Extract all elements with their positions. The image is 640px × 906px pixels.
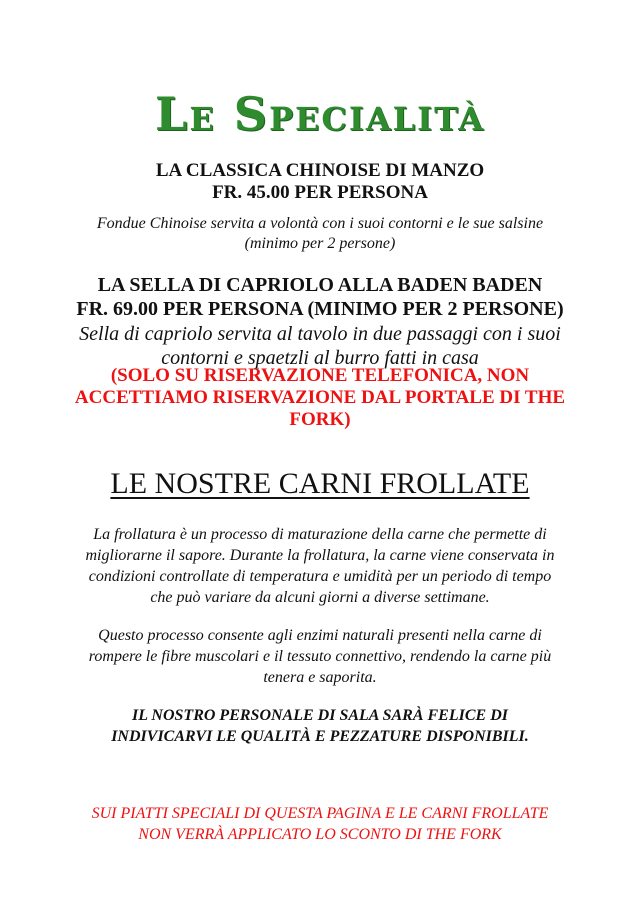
- frollatura-paragraph: [50, 524, 590, 608]
- dish-capriolo-description-line: contorni e spaetzli al burro fatti in casa: [161, 347, 479, 369]
- dish-chinoise-name: LA CLASSICA CHINOISE DI MANZO: [155, 160, 485, 181]
- disclaimer-line: NON VERRÀ APPLICATO LO SCONTO DI THE FORK: [138, 826, 502, 843]
- paragraph-line: condizioni controllate di temperatura e umidità per un periodo di tempo: [88, 568, 552, 585]
- dish-chinoise-heading: [40, 160, 600, 204]
- disclaimer-line: SUI PIATTI SPECIALI DI QUESTA PAGINA E LE CARNI FROLLATE: [91, 805, 549, 822]
- dish-capriolo-name: LA SELLA DI CAPRIOLO ALLA BADEN BADEN: [97, 274, 543, 296]
- staff-note-line: IL NOSTRO PERSONALE DI SALA SARÀ FELICE DI: [132, 707, 508, 724]
- section-title-carni-frollate: LE NOSTRE CARNI FROLLATE: [110, 467, 530, 500]
- page-title: Le Specialità: [154, 87, 486, 141]
- paragraph-line: migliorarne il sapore. Durante la frollatura, la carne viene conservata in: [85, 547, 555, 564]
- reservation-note-line: ACCETTIAMO RISERVAZIONE DAL PORTALE DI THE: [74, 387, 566, 408]
- paragraph-line: Questo processo consente agli enzimi naturali presenti nella carne di: [98, 627, 542, 644]
- dish-chinoise-minimum: (minimo per 2 persone): [244, 235, 396, 252]
- discount-disclaimer: [40, 803, 600, 845]
- staff-note: [40, 705, 600, 747]
- dish-chinoise-price: FR. 45.00 PER PERSONA: [212, 182, 428, 203]
- dish-chinoise-description: [40, 214, 600, 254]
- paragraph-line: La frollatura è un processo di maturazione della carne che permette di: [93, 526, 547, 543]
- dish-capriolo-price: FR. 69.00 PER PERSONA (MINIMO PER 2 PERSONE): [76, 298, 564, 320]
- enzimi-paragraph: [50, 625, 590, 688]
- dish-chinoise-description-line: Fondue Chinoise servita a volontà con i suoi contorni e le sue salsine: [96, 215, 544, 232]
- paragraph-line: rompere le fibre muscolari e il tessuto connettivo, rendendo la carne più: [88, 648, 552, 665]
- reservation-note-line: (SOLO SU RISERVAZIONE TELEFONICA, NON: [110, 365, 530, 386]
- staff-note-line: INDIVICARVI LE QUALITÀ E PEZZATURE DISPONIBILI.: [111, 728, 529, 745]
- paragraph-line: che può variare da alcuni giorni a diverse settimane.: [150, 589, 490, 606]
- paragraph-line: tenera e saporita.: [263, 669, 377, 686]
- dish-capriolo-description-line: Sella di capriolo servita al tavolo in due passaggi con i suoi: [79, 323, 561, 345]
- dish-capriolo-heading: [40, 273, 600, 321]
- dish-capriolo-reservation-note: [30, 365, 610, 431]
- dish-capriolo-description: [40, 322, 600, 370]
- reservation-note-line: FORK): [289, 409, 351, 430]
